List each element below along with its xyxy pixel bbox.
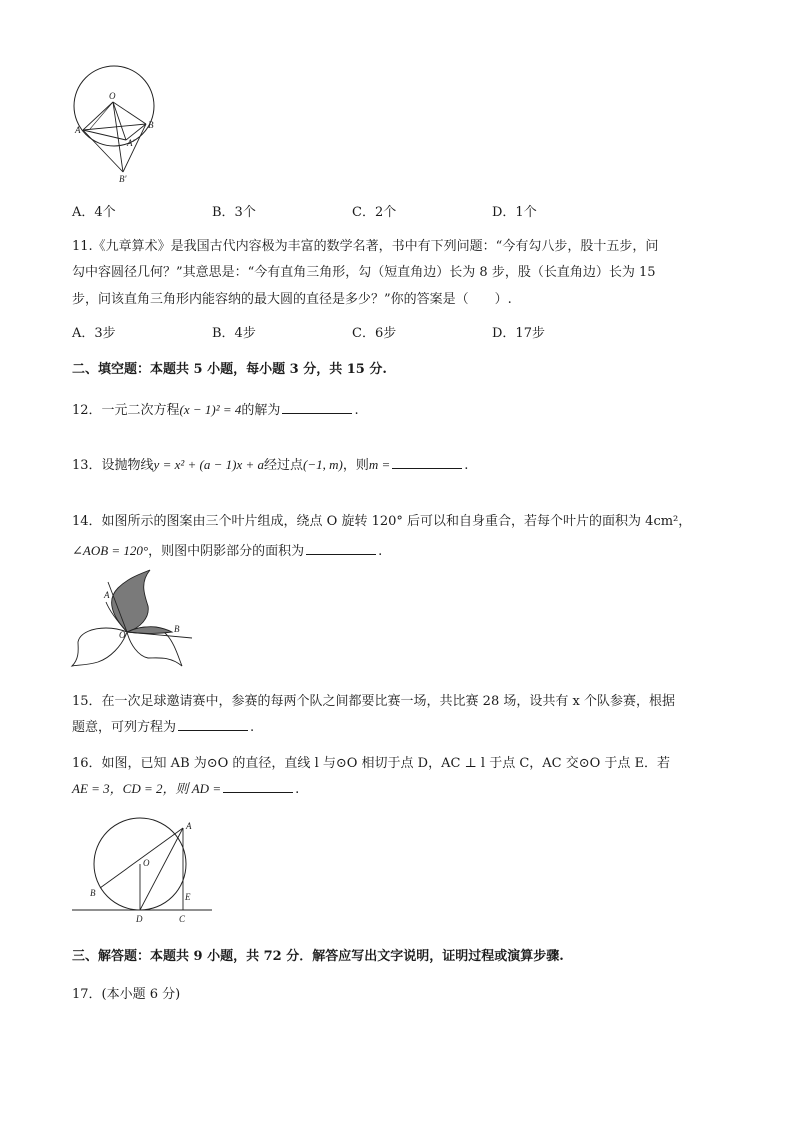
segment-ob bbox=[113, 102, 146, 124]
label-o: O bbox=[143, 858, 150, 868]
q14-line-1: 14．如图所示的图案由三个叶片组成，绕点 O 旋转 120° 后可以和自身重合，若每个叶片的面积为 4cm²， bbox=[72, 514, 692, 529]
q10-option-d[interactable]: D．1个 bbox=[492, 205, 537, 220]
segment-oa2 bbox=[113, 102, 126, 140]
q10-option-b[interactable]: B．3个 bbox=[212, 205, 256, 220]
q11-option-d[interactable]: D．17步 bbox=[492, 326, 545, 341]
q12-answer-blank[interactable] bbox=[282, 401, 352, 414]
q14-angle: ∠AOB = 120° bbox=[72, 543, 149, 558]
figure-q14 bbox=[70, 566, 194, 672]
q10-option-a[interactable]: A．4个 bbox=[72, 205, 116, 220]
label-d: D bbox=[136, 914, 143, 924]
q13-prefix: 13．设抛物线 bbox=[72, 458, 154, 473]
q17: 17．(本小题 6 分) bbox=[72, 987, 181, 1002]
q12-suffix: 的解为 bbox=[241, 403, 281, 418]
q12-end: . bbox=[354, 403, 359, 418]
label-e: E bbox=[185, 892, 191, 902]
diameter-ab bbox=[100, 828, 183, 888]
q15-end: . bbox=[250, 720, 255, 735]
q16-answer-blank[interactable] bbox=[223, 780, 293, 793]
segment-aa2 bbox=[83, 130, 126, 140]
q13-answer-blank[interactable] bbox=[392, 456, 462, 469]
q13-equation: y = x² + (a − 1)x + a bbox=[153, 457, 265, 472]
section-2-title: 二、填空题：本题共 5 小题，每小题 3 分，共 15 分. bbox=[72, 362, 387, 377]
segment-oa-cross bbox=[90, 102, 113, 129]
q14-answer-blank[interactable] bbox=[306, 542, 376, 555]
segment-bb2 bbox=[123, 124, 146, 172]
segment-ab2 bbox=[83, 130, 123, 172]
q11-line-1: 11.《九章算术》是我国古代内容极为丰富的数学名著，书中有下列问题：“今有勾八步，股十五步，问 bbox=[72, 239, 659, 254]
q16-line-2 bbox=[72, 778, 299, 797]
label-a: A bbox=[104, 590, 110, 600]
q13-variable: m = bbox=[368, 457, 391, 472]
q11-option-a[interactable]: A．3步 bbox=[72, 326, 116, 341]
label-a: A bbox=[186, 821, 192, 831]
label-b: B bbox=[90, 888, 96, 898]
q12 bbox=[72, 399, 359, 418]
label-o: O bbox=[109, 91, 116, 101]
segment-oa bbox=[83, 102, 113, 130]
label-c: C bbox=[179, 914, 186, 924]
label-b: B bbox=[174, 624, 180, 634]
q12-prefix: 12．一元二次方程 bbox=[72, 403, 180, 418]
q11-option-c[interactable]: C．6步 bbox=[352, 326, 397, 341]
q15-line-2-text: 题意，可列方程为 bbox=[72, 720, 177, 735]
q16-given: AE = 3，CD = 2，则 AD = bbox=[72, 781, 222, 796]
q14-line-2-text: ，则图中阴影部分的面积为 bbox=[148, 544, 305, 559]
leaf-upper-shaded bbox=[112, 570, 150, 632]
q14-end: . bbox=[378, 544, 383, 559]
q16-end: . bbox=[295, 782, 300, 797]
q15-answer-blank[interactable] bbox=[178, 718, 248, 731]
label-o: O bbox=[119, 630, 126, 640]
segment-ab bbox=[83, 124, 146, 130]
q12-equation: (x − 1)² = 4 bbox=[179, 402, 242, 417]
label-b: B bbox=[148, 120, 154, 130]
q13-mid: 经过点 bbox=[264, 458, 304, 473]
q11-line-2: 勾中容圆径几何？”其意思是：“今有直角三角形，勾（短直角边）长为 8 步，股（长直角边）长为 15 bbox=[72, 265, 656, 280]
label-a: A bbox=[75, 125, 81, 135]
q13-point: (−1, m) bbox=[303, 457, 343, 472]
q13-end: . bbox=[464, 458, 469, 473]
q11-option-b[interactable]: B．4步 bbox=[212, 326, 256, 341]
q13-mid2: ，则 bbox=[342, 458, 369, 473]
figure-q16 bbox=[70, 816, 216, 926]
q10-option-c[interactable]: C．2个 bbox=[352, 205, 397, 220]
q11-line-3: 步，问该直角三角形内能容纳的最大圆的直径是多少？”你的答案是（ ）. bbox=[72, 292, 512, 307]
section-3-title: 三、解答题：本题共 9 小题，共 72 分．解答应写出文字说明，证明过程或演算步骤. bbox=[72, 949, 564, 964]
q13 bbox=[72, 454, 468, 473]
figure-q10 bbox=[68, 62, 160, 186]
q14-line-2 bbox=[72, 540, 382, 559]
label-a-prime: A' bbox=[127, 138, 135, 148]
q16-line-1: 16．如图，已知 AB 为⊙O 的直径，直线 l 与⊙O 相切于点 D，AC ⊥ l 于点 C，AC 交⊙O 于点 E．若 bbox=[72, 756, 671, 771]
segment-ad bbox=[140, 828, 183, 910]
q15-line-1: 15．在一次足球邀请赛中，参赛的每两个队之间都要比赛一场，共比赛 28 场，设共有 x 个队参赛，根据 bbox=[72, 694, 675, 709]
q15-line-2 bbox=[72, 716, 254, 735]
label-b-prime: B' bbox=[119, 174, 127, 184]
